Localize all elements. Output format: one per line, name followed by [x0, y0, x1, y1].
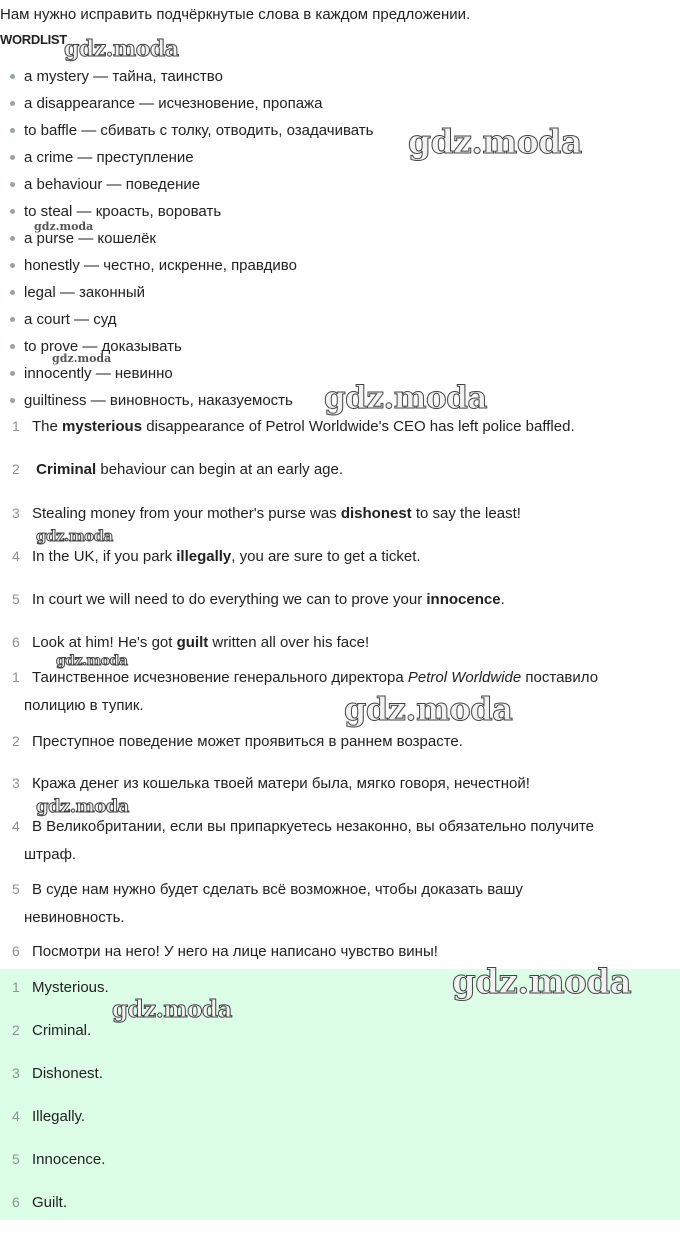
bullet-icon: [10, 317, 15, 322]
watermark: gdz.moda: [344, 690, 513, 728]
highlighted-word: Criminal: [36, 461, 97, 478]
wordlist-item: a court — суд: [10, 311, 116, 328]
wordlist-item: a purse — кошелёк: [10, 230, 156, 247]
answer-row: 3 Dishonest.: [12, 1065, 103, 1082]
watermark: gdz.moda: [452, 962, 632, 1002]
answer-row: 5 Innocence.: [12, 1151, 106, 1168]
highlighted-word: guilt: [176, 634, 209, 651]
watermark: gdz.moda: [56, 653, 128, 669]
intro-text: Нам нужно исправить подчёркнутые слова в каждом предложении.: [0, 6, 471, 23]
sentence-row: 4 In the UK, if you park illegally, you are sure to get a ticket.: [12, 548, 421, 565]
wordlist-title: WORDLIST: [0, 32, 67, 47]
watermark: gdz.moda: [34, 220, 94, 233]
translation-continuation: невиновность.: [24, 909, 125, 926]
watermark: gdz.moda: [408, 122, 582, 161]
translation-row: 1 Таинственное исчезновение генерального директора Petrol Worldwide поставило: [12, 669, 599, 686]
bullet-icon: [10, 263, 15, 268]
sentence-row: 3 Stealing money from your mother's purse was dishonest to say the least!: [12, 505, 521, 522]
answer-row: 4 Illegally.: [12, 1108, 86, 1125]
watermark: gdz.moda: [64, 36, 179, 62]
wordlist-item: to baffle — сбивать с толку, отводить, озадачивать: [10, 122, 373, 139]
wordlist-item: a behaviour — поведение: [10, 176, 200, 193]
translation-continuation: полицию в тупик.: [24, 697, 144, 714]
bullet-icon: [10, 74, 15, 79]
highlighted-word: dishonest: [340, 505, 412, 522]
bullet-icon: [10, 344, 15, 349]
wordlist-item: a mystery — тайна, таинство: [10, 68, 223, 85]
wordlist-item: honestly — честно, искренне, правдиво: [10, 257, 297, 274]
wordlist-item: innocently — невинно: [10, 365, 173, 382]
translation-row: 3 Кража денег из кошелька твоей матери была, мягко говоря, нечестной!: [12, 775, 530, 792]
answers-panel: [0, 969, 680, 1220]
bullet-icon: [10, 182, 15, 187]
wordlist-item: to prove — доказывать: [10, 338, 182, 355]
answer-row: 6 Guilt.: [12, 1194, 68, 1211]
highlighted-word: innocence: [426, 591, 501, 608]
sentence-row: 2 Criminal behaviour can begin at an early age.: [12, 461, 344, 478]
bullet-icon: [10, 128, 15, 133]
highlighted-word: illegally: [176, 548, 232, 565]
watermark: gdz.moda: [324, 380, 487, 416]
answer-row: 2 Criminal.: [12, 1022, 92, 1039]
watermark: gdz.moda: [36, 796, 129, 817]
bullet-icon: [10, 155, 15, 160]
bullet-icon: [10, 101, 15, 106]
bullet-icon: [10, 209, 15, 214]
translation-row: 6 Посмотри на него! У него на лице написано чувство вины!: [12, 943, 438, 960]
sentence-row: 1 The mysterious disappearance of Petrol Worldwide's CEO has left police baffled.: [12, 418, 575, 435]
wordlist-item: a crime — преступление: [10, 149, 194, 166]
watermark: gdz.moda: [112, 996, 232, 1023]
translation-row: 4 В Великобритании, если вы припаркуетесь незаконно, вы обязательно получите: [12, 818, 595, 835]
wordlist-item: a disappearance — исчезновение, пропажа: [10, 95, 322, 112]
bullet-icon: [10, 290, 15, 295]
bullet-icon: [10, 371, 15, 376]
wordlist-item: guiltiness — виновность, наказуемость: [10, 392, 293, 409]
watermark: gdz.moda: [36, 527, 113, 545]
sentence-row: 5 In court we will need to do everything we can to prove your innocence.: [12, 591, 505, 608]
wordlist-item: to steal — кроасть, воровать: [10, 203, 221, 220]
translation-continuation: штраф.: [24, 846, 77, 863]
sentence-row: 6 Look at him! He's got guilt written all over his face!: [12, 634, 370, 651]
bullet-icon: [10, 398, 15, 403]
wordlist-item: legal — законный: [10, 284, 145, 301]
watermark: gdz.moda: [52, 352, 112, 365]
translation-row: 2 Преступное поведение может проявиться в раннем возрасте.: [12, 733, 463, 750]
translation-row: 5 В суде нам нужно будет сделать всё возможное, чтобы доказать вашу: [12, 881, 523, 898]
bullet-icon: [10, 236, 15, 241]
answer-row: 1 Mysterious.: [12, 979, 109, 996]
highlighted-word: mysterious: [62, 418, 143, 435]
